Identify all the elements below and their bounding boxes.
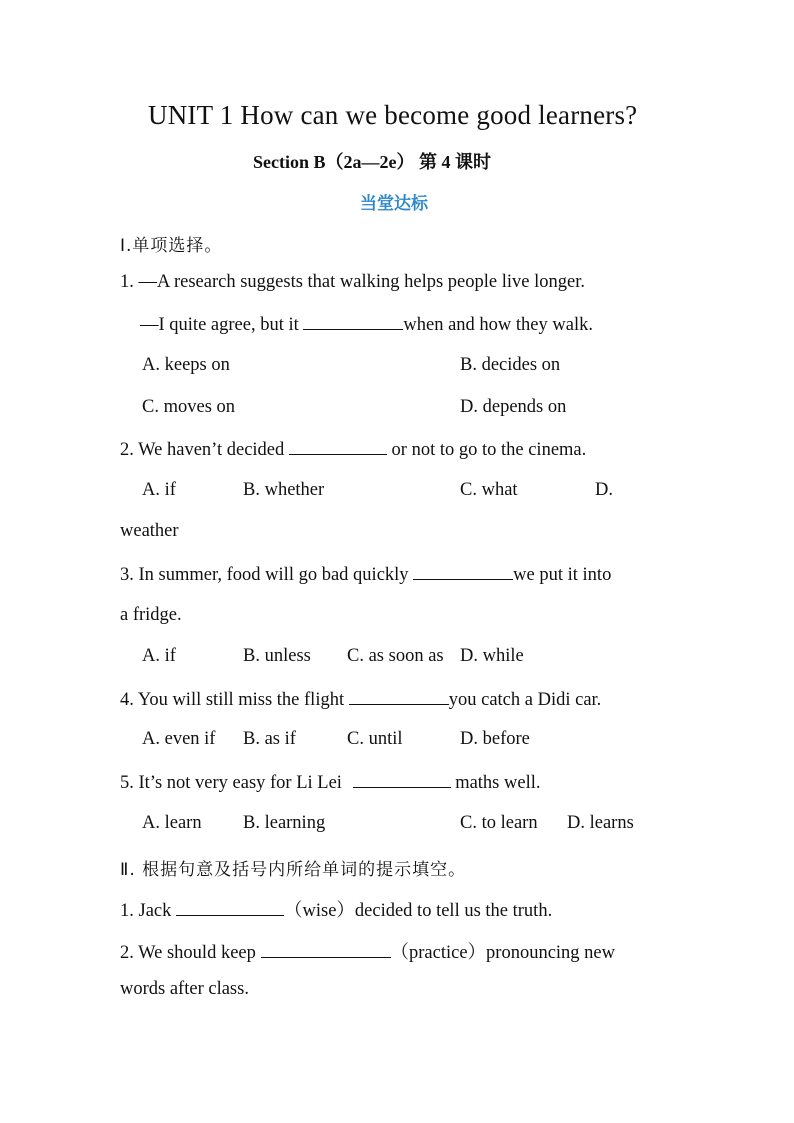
q2-option-d: D. bbox=[595, 480, 613, 500]
q4-option-c: C. until bbox=[347, 729, 403, 749]
section-subtitle: Section B（2a—2e） 第 4 课时 bbox=[253, 152, 491, 172]
q2-stem bbox=[120, 438, 586, 461]
q3-stem-cont: a fridge. bbox=[120, 605, 182, 625]
q3-stem bbox=[120, 563, 611, 586]
q1-blank[interactable] bbox=[303, 313, 403, 330]
q5-option-c: C. to learn bbox=[460, 813, 538, 833]
q2-stem-suffix: or not to go to the cinema. bbox=[386, 440, 587, 460]
q4-option-a: A. even if bbox=[142, 729, 216, 749]
q3-option-c: C. as soon as bbox=[347, 646, 444, 666]
s2-q1 bbox=[120, 896, 552, 922]
q1-option-c: C. moves on bbox=[142, 397, 236, 417]
section2-heading: Ⅱ. 根据句意及括号内所给单词的提示填空。 bbox=[120, 860, 467, 880]
q3-option-d: D. while bbox=[460, 646, 524, 666]
q3-blank[interactable] bbox=[413, 563, 513, 580]
s2-q2-suffix: （practice）pronouncing new bbox=[390, 943, 615, 963]
q4-stem-prefix: 4. You will still miss the flight bbox=[120, 690, 349, 710]
q1-option-a: A. keeps on bbox=[142, 355, 230, 375]
subheading: 当堂达标 bbox=[360, 194, 428, 214]
q2-option-c: C. what bbox=[460, 480, 518, 500]
q5-option-a: A. learn bbox=[142, 813, 202, 833]
q5-stem-suffix: maths well. bbox=[450, 773, 541, 793]
q1-stem-line2 bbox=[140, 313, 593, 336]
q4-stem bbox=[120, 688, 601, 711]
q1-stem2-suffix: when and how they walk. bbox=[403, 315, 593, 335]
q3-option-b: B. unless bbox=[243, 646, 311, 666]
s2-q2 bbox=[120, 938, 615, 964]
q2-blank[interactable] bbox=[289, 438, 387, 455]
page-title: UNIT 1 How can we become good learners? bbox=[148, 100, 638, 130]
q1-option-b: B. decides on bbox=[460, 355, 561, 375]
q5-blank[interactable] bbox=[353, 771, 451, 788]
s2-q1-prefix: 1. Jack bbox=[120, 901, 176, 921]
s2-q2-prefix: 2. We should keep bbox=[120, 943, 261, 963]
q5-stem-prefix: 5. It’s not very easy for Li Lei bbox=[120, 773, 347, 793]
q4-option-d: D. before bbox=[460, 729, 530, 749]
q5-stem bbox=[120, 771, 540, 794]
q2-stem-prefix: 2. We haven’t decided bbox=[120, 440, 289, 460]
q2-option-d-text: weather bbox=[120, 521, 179, 541]
q2-option-a: A. if bbox=[142, 480, 176, 500]
q2-option-b: B. whether bbox=[243, 480, 325, 500]
q5-option-b: B. learning bbox=[243, 813, 326, 833]
q1-option-d: D. depends on bbox=[460, 397, 567, 417]
section1-heading: Ⅰ.单项选择。 bbox=[120, 236, 223, 256]
s2-q2-cont: words after class. bbox=[120, 979, 249, 999]
q4-stem-suffix: you catch a Didi car. bbox=[448, 690, 602, 710]
q1-stem: 1. —A research suggests that walking helps people live longer. bbox=[120, 272, 585, 292]
q1-stem2-prefix: —I quite agree, but it bbox=[140, 315, 304, 335]
q3-stem-suffix: we put it into bbox=[513, 565, 612, 585]
q5-option-d: D. learns bbox=[567, 813, 634, 833]
q4-option-b: B. as if bbox=[243, 729, 296, 749]
q4-blank[interactable] bbox=[349, 688, 449, 705]
s2-q2-blank[interactable] bbox=[261, 941, 391, 958]
s2-q1-suffix: （wise）decided to tell us the truth. bbox=[284, 901, 553, 921]
q3-stem-prefix: 3. In summer, food will go bad quickly bbox=[120, 565, 414, 585]
q3-option-a: A. if bbox=[142, 646, 176, 666]
s2-q1-blank[interactable] bbox=[176, 899, 284, 916]
